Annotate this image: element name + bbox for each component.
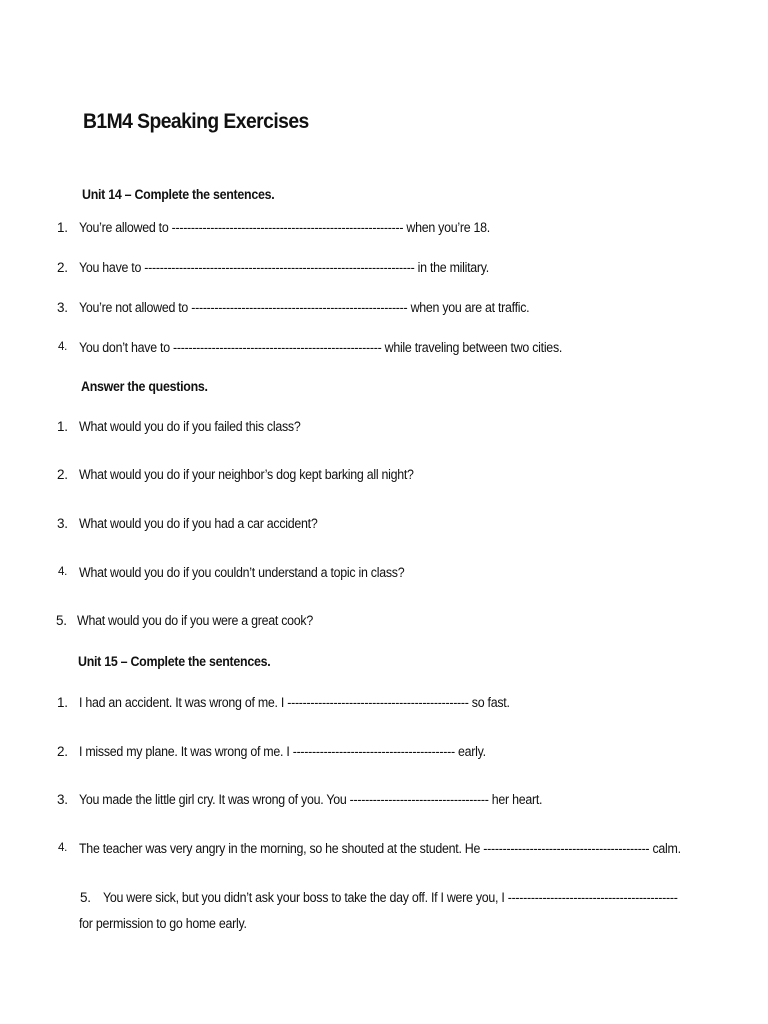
question-5-number: 5. [56, 613, 67, 628]
unit15-item-1-text: I had an accident. It was wrong of me. I ----------------------------------------------- so fast. [79, 695, 510, 710]
unit14-item-3-text: You’re not allowed to -------------------------------------------------------- when you are at traffic. [79, 300, 530, 315]
unit14-item-4-text: You don’t have to ------------------------------------------------------ while traveling between two cities. [79, 340, 563, 355]
unit15-item-1-number: 1. [57, 695, 68, 710]
unit15-item-3-number: 3. [57, 792, 68, 807]
unit15-item-4-text: The teacher was very angry in the morning, so he shouted at the student. He ------------------------------------------- calm. [79, 841, 681, 856]
unit15-item-3-text: You made the little girl cry. It was wrong of you. You ------------------------------------ her heart. [79, 792, 543, 807]
unit14-item-2-number: 2. [57, 260, 68, 275]
unit14-item-4-number: 4. [58, 341, 67, 353]
unit14-item-2-text: You have to ---------------------------------------------------------------------- in the military. [79, 260, 489, 275]
question-1-text: What would you do if you failed this class? [79, 419, 301, 434]
unit14-item-1-text: You’re allowed to ------------------------------------------------------------ when you’re 18. [79, 220, 490, 235]
question-5-text: What would you do if you were a great cook? [77, 613, 313, 628]
unit15-item-5-continuation: for permission to go home early. [79, 916, 247, 931]
question-2-number: 2. [57, 467, 68, 482]
unit14-heading: Unit 14 – Complete the sentences. [82, 187, 275, 202]
question-1-number: 1. [57, 419, 68, 434]
question-4-number: 4. [58, 566, 67, 578]
unit15-item-4-number: 4. [58, 842, 67, 854]
unit15-item-2-number: 2. [57, 744, 68, 759]
unit15-item-5-text: You were sick, but you didn’t ask your boss to take the day off. If I were you, I -------------------------------------------- [103, 890, 678, 905]
unit15-item-2-text: I missed my plane. It was wrong of me. I ------------------------------------------ early. [79, 744, 486, 759]
question-4-text: What would you do if you couldn’t understand a topic in class? [79, 565, 405, 580]
question-3-text: What would you do if you had a car accident? [79, 516, 318, 531]
questions-heading: Answer the questions. [81, 379, 208, 394]
unit14-item-3-number: 3. [57, 300, 68, 315]
question-2-text: What would you do if your neighbor’s dog kept barking all night? [79, 467, 414, 482]
unit15-heading: Unit 15 – Complete the sentences. [78, 654, 271, 669]
page-title: B1M4 Speaking Exercises [83, 110, 309, 133]
unit15-item-5-number: 5. [80, 890, 91, 905]
question-3-number: 3. [57, 516, 68, 531]
unit14-item-1-number: 1. [57, 220, 68, 235]
